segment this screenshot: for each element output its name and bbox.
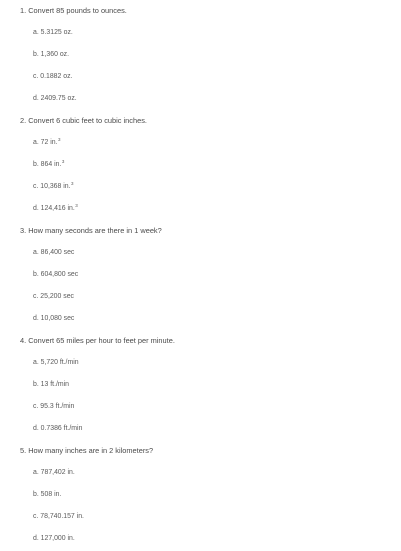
question-2-option-b: b. 864 in.$^3$	[33, 159, 65, 168]
superscript: 3	[58, 137, 61, 142]
question-4-option-d: d. 0.7386 ft./min	[33, 425, 83, 432]
question-3-option-c: c. 25,200 sec	[33, 293, 74, 300]
question-2-prompt: 2. Convert 6 cubic feet to cubic inches.	[20, 116, 147, 125]
question-2-option-c: c. 10,368 in.$^3$	[33, 181, 74, 190]
question-3-prompt: 3. How many seconds are there in 1 week?	[20, 226, 162, 235]
question-1-prompt: 1. Convert 85 pounds to ounces.	[20, 6, 127, 15]
question-4-option-c: c. 95.3 ft./min	[33, 403, 75, 410]
question-1-option-b: b. 1,360 oz.	[33, 51, 70, 58]
question-2-option-a: a. 72 in.$^3$	[33, 137, 61, 146]
superscript: 3	[71, 181, 74, 186]
question-5-option-a: a. 787,402 in.	[33, 469, 75, 476]
superscript: 3	[75, 203, 78, 208]
question-5-option-b: b. 508 in.	[33, 491, 62, 498]
question-4-option-a: a. 5,720 ft./min	[33, 359, 79, 366]
question-1-option-a: a. 5.3125 oz.	[33, 29, 73, 36]
question-1-option-c: c. 0.1882 oz.	[33, 73, 73, 80]
question-5-option-d: d. 127,000 in.	[33, 535, 75, 542]
question-2-option-d: d. 124,416 in.$^3$	[33, 203, 78, 212]
question-5-option-c: c. 78,740.157 in.	[33, 513, 84, 520]
question-4-prompt: 4. Convert 65 miles per hour to feet per minute.	[20, 336, 175, 345]
question-5-prompt: 5. How many inches are in 2 kilometers?	[20, 446, 154, 455]
question-3-option-a: a. 86,400 sec	[33, 249, 75, 256]
question-4-option-b: b. 13 ft./min	[33, 381, 70, 388]
superscript: 3	[61, 159, 65, 164]
question-3-option-b: b. 604,800 sec	[33, 271, 79, 278]
question-1-option-d: d. 2409.75 oz.	[33, 95, 77, 102]
question-3-option-d: d. 10,080 sec	[33, 315, 75, 322]
